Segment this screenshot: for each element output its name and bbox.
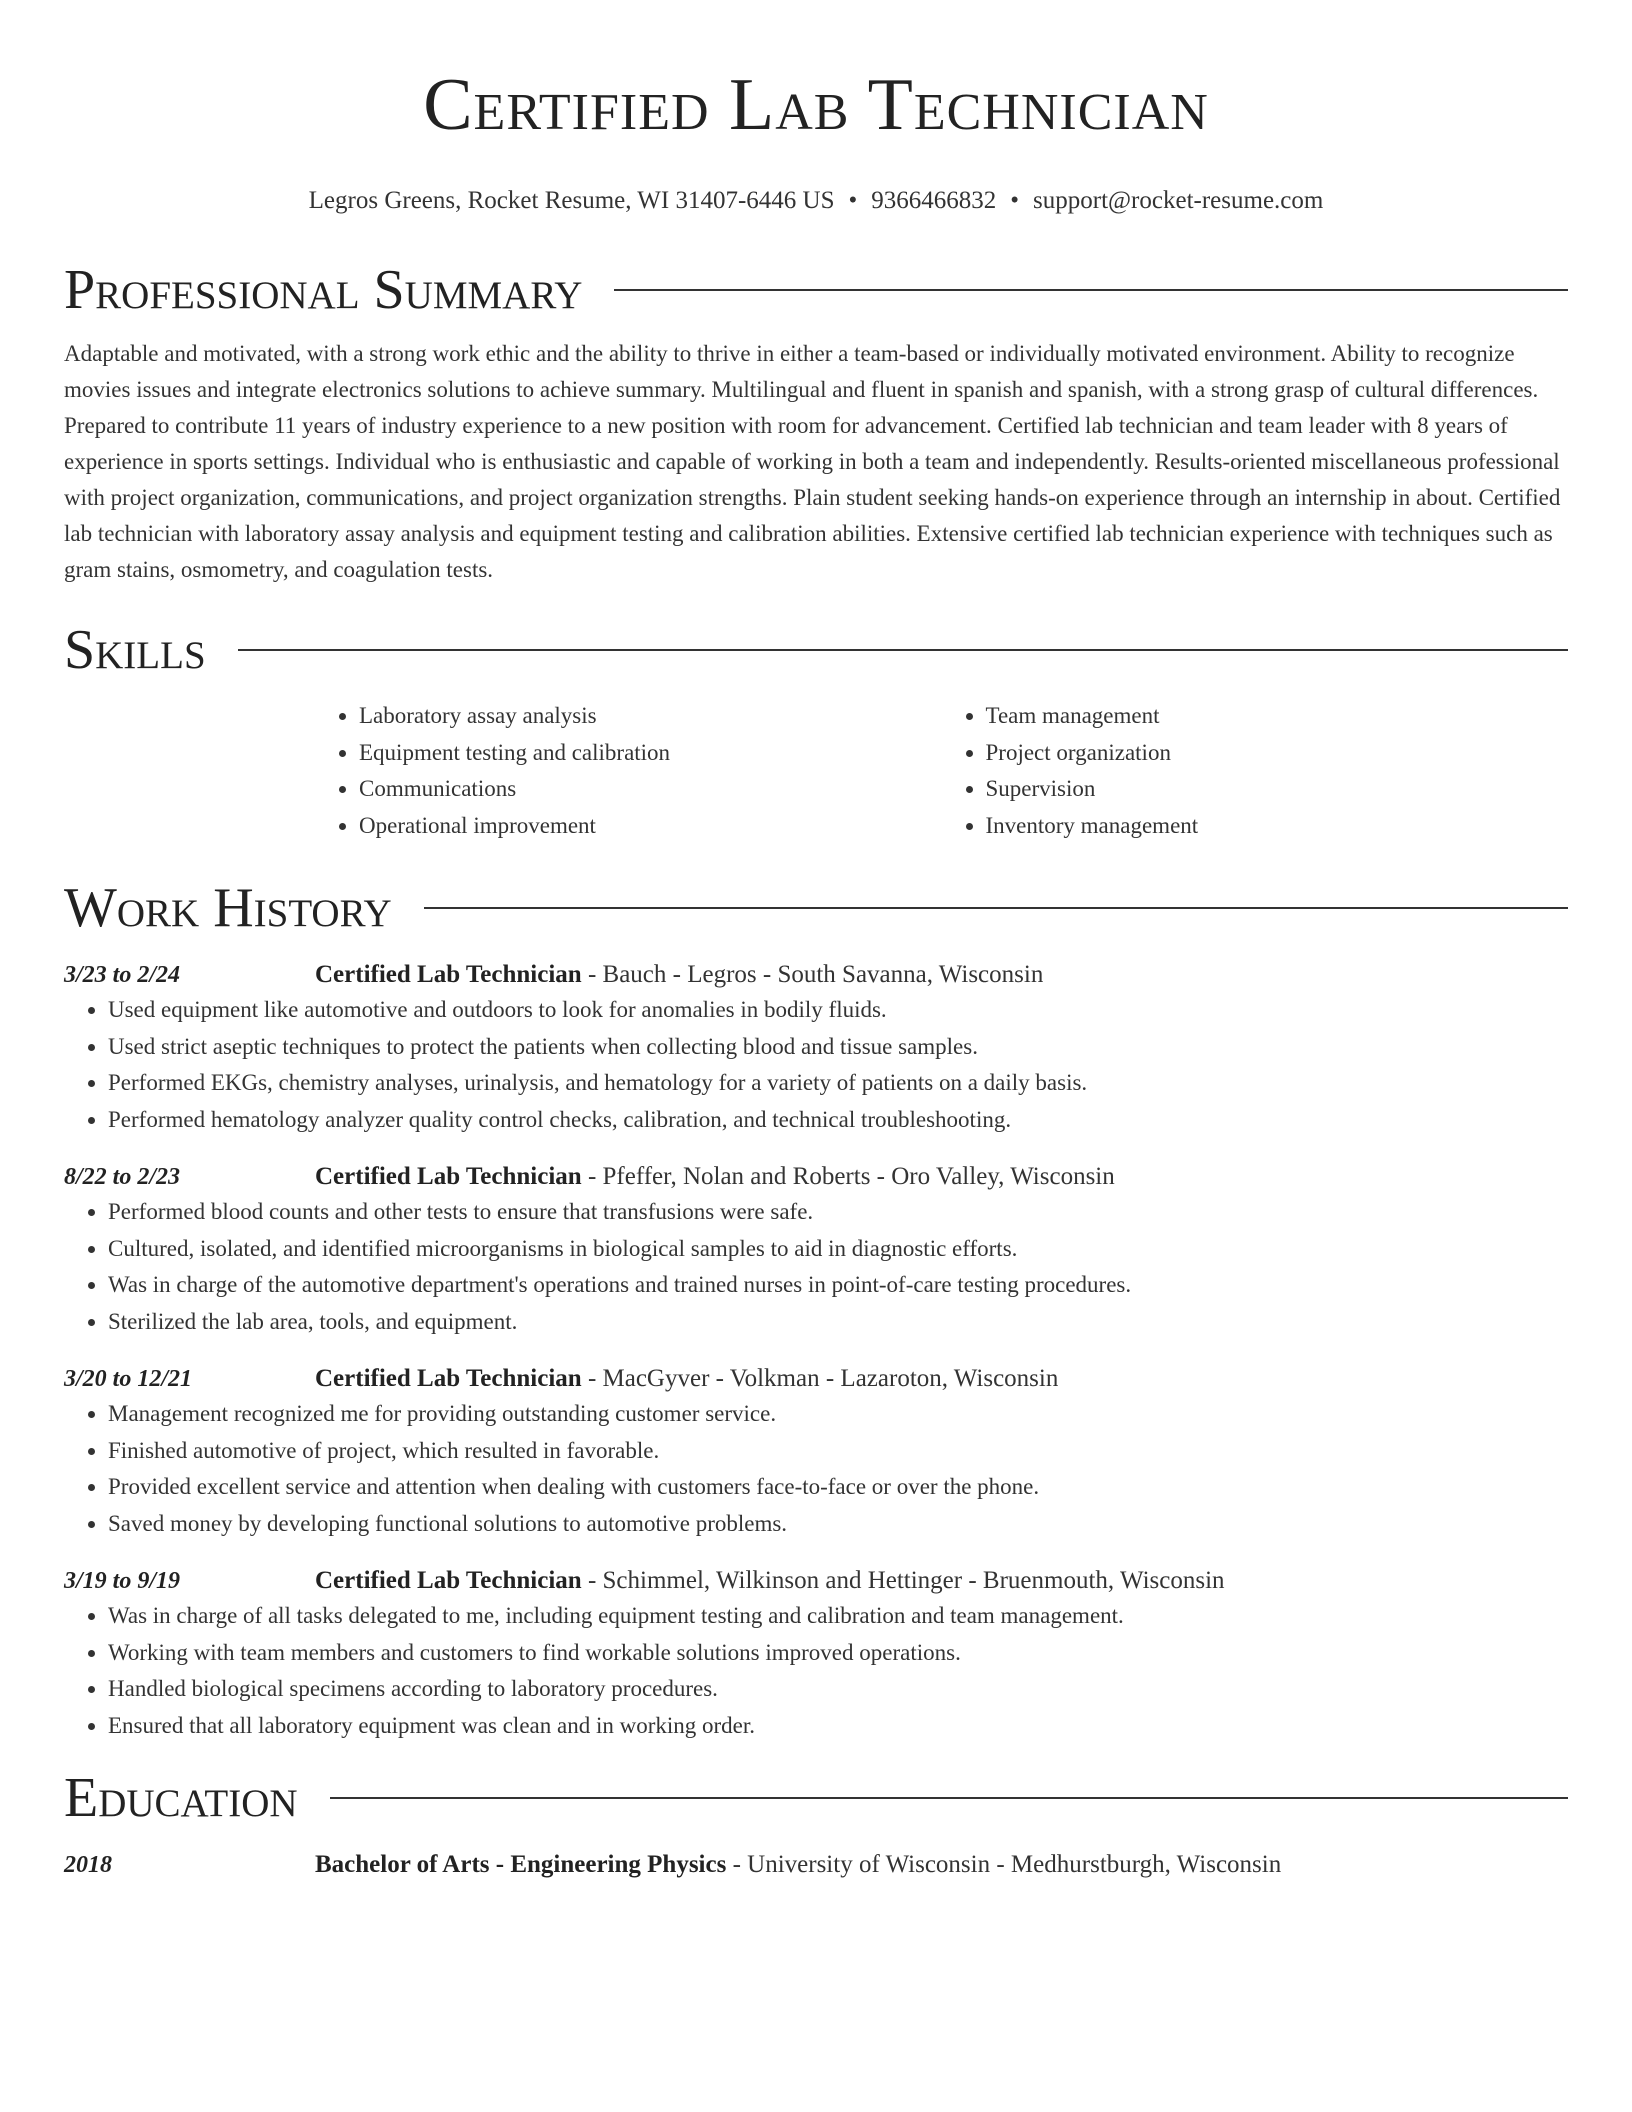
job-bullet: • Sterilized the lab area, tools, and equipment. xyxy=(108,1304,1568,1341)
skill-item: • Operational improvement xyxy=(359,808,942,845)
job-entry xyxy=(64,1564,1568,1744)
contact-separator: • xyxy=(848,187,858,214)
job-title: Certified Lab Technician xyxy=(315,961,582,988)
job-entry xyxy=(64,1160,1568,1340)
education-year: 2018 xyxy=(64,1852,112,1878)
skills-heading: Skills xyxy=(64,619,206,681)
section-divider xyxy=(614,289,1568,291)
job-bullet: • Used equipment like automotive and outdoors to look for anomalies in bodily fluids. xyxy=(108,992,1568,1029)
job-bullet: • Cultured, isolated, and identified microorganisms in biological samples to aid in diagnostic efforts. xyxy=(108,1231,1568,1268)
job-header xyxy=(315,1160,1568,1194)
skill-item: • Equipment testing and calibration xyxy=(359,735,942,772)
contact-line xyxy=(64,184,1568,218)
job-dates: 3/19 to 9/19 xyxy=(64,1568,181,1594)
job-entry xyxy=(64,1362,1568,1542)
section-divider xyxy=(330,1797,1568,1799)
skill-item: • Communications xyxy=(359,771,942,808)
job-bullet: • Was in charge of the automotive department's operations and trained nurses in point-of-care testing procedures. xyxy=(108,1267,1568,1304)
job-bullet: • Working with team members and customers to find workable solutions improved operations. xyxy=(108,1635,1568,1672)
job-bullets xyxy=(64,1194,1568,1340)
section-divider xyxy=(238,649,1568,651)
resume-title: Certified Lab Technician xyxy=(423,64,1209,146)
job-bullet: • Provided excellent service and attention when dealing with customers face-to-face or over the phone. xyxy=(108,1469,1568,1506)
work-heading: Work History xyxy=(64,877,392,939)
skill-item: • Team management xyxy=(986,698,1569,735)
skill-item: • Laboratory assay analysis xyxy=(359,698,942,735)
job-bullet: • Was in charge of all tasks delegated to me, including equipment testing and calibration and team management. xyxy=(108,1598,1568,1635)
skill-item: • Inventory management xyxy=(986,808,1569,845)
job-employer: - Pfeffer, Nolan and Roberts - Oro Valley, Wisconsin xyxy=(581,1163,1115,1190)
job-bullet: • Finished automotive of project, which resulted in favorable. xyxy=(108,1433,1568,1470)
summary-text: Adaptable and motivated, with a strong work ethic and the ability to thrive in either a team-based or individually motivated environment. Ability to recognize movies issues and integrate electronics solutions to achieve summary. Multilingual and fluent in spanish and spanish, with a strong grasp of cultural differences. Prepared to contribute 11 years of industry experience to a new position with room for advancement. Certified lab technician and team leader with 8 years of experience in sports settings. Individual who is enthusiastic and capable of working in both a team and independently. Results-oriented miscellaneous professional with project organization, communications, and project organization strengths. Plain student seeking hands-on experience through an internship in about. Certified lab technician with laboratory assay analysis and equipment testing and calibration abilities. Extensive certified lab technician experience with techniques such as gram stains, osmometry, and coagulation tests. xyxy=(64,341,1561,582)
job-dates: 3/20 to 12/21 xyxy=(64,1366,193,1392)
job-bullet: • Performed EKGs, chemistry analyses, urinalysis, and hematology for a variety of patients on a daily basis. xyxy=(108,1065,1568,1102)
contact-email: support@rocket-resume.com xyxy=(1033,187,1324,214)
contact-address: Legros Greens, Rocket Resume, WI 31407-6446 US xyxy=(308,187,835,214)
job-bullet: • Ensured that all laboratory equipment was clean and in working order. xyxy=(108,1708,1568,1745)
skills-section-header xyxy=(64,618,1568,682)
job-header xyxy=(315,1362,1568,1396)
job-title: Certified Lab Technician xyxy=(315,1365,582,1392)
job-bullets xyxy=(64,992,1568,1138)
section-divider xyxy=(424,907,1568,909)
job-employer: - Bauch - Legros - South Savanna, Wisconsin xyxy=(581,961,1044,988)
education-entry xyxy=(64,1848,1568,1882)
job-dates: 8/22 to 2/23 xyxy=(64,1164,181,1190)
summary-heading: Professional Summary xyxy=(64,259,583,321)
education-header xyxy=(315,1848,1568,1882)
education-school: - University of Wisconsin - Medhurstburgh, Wisconsin xyxy=(726,1851,1282,1878)
skill-item: • Project organization xyxy=(986,735,1569,772)
education-degree: Bachelor of Arts - Engineering Physics xyxy=(315,1851,727,1878)
job-bullet: • Performed hematology analyzer quality control checks, calibration, and technical troubleshooting. xyxy=(108,1102,1568,1139)
job-entry xyxy=(64,958,1568,1138)
skills-column-left xyxy=(315,698,942,844)
job-dates: 3/23 to 2/24 xyxy=(64,962,181,988)
job-employer: - MacGyver - Volkman - Lazaroton, Wisconsin xyxy=(581,1365,1059,1392)
job-bullet: • Saved money by developing functional solutions to automotive problems. xyxy=(108,1506,1568,1543)
job-bullets xyxy=(64,1598,1568,1744)
contact-phone: 9366466832 xyxy=(871,187,997,214)
contact-separator: • xyxy=(1010,187,1020,214)
job-header xyxy=(315,1564,1568,1598)
job-bullet: • Handled biological specimens according to laboratory procedures. xyxy=(108,1671,1568,1708)
job-title: Certified Lab Technician xyxy=(315,1163,582,1190)
education-section-header xyxy=(64,1766,1568,1830)
job-header xyxy=(315,958,1568,992)
skills-grid xyxy=(315,698,1568,844)
job-bullets xyxy=(64,1396,1568,1542)
job-title: Certified Lab Technician xyxy=(315,1567,582,1594)
job-bullet: • Used strict aseptic techniques to protect the patients when collecting blood and tissue samples. xyxy=(108,1029,1568,1066)
job-employer: - Schimmel, Wilkinson and Hettinger - Bruenmouth, Wisconsin xyxy=(581,1567,1225,1594)
job-bullet: • Management recognized me for providing outstanding customer service. xyxy=(108,1396,1568,1433)
skill-item: • Supervision xyxy=(986,771,1569,808)
skills-column-right xyxy=(942,698,1569,844)
work-section-header xyxy=(64,876,1568,940)
education-heading: Education xyxy=(64,1767,298,1829)
job-bullet: • Performed blood counts and other tests to ensure that transfusions were safe. xyxy=(108,1194,1568,1231)
summary-section-header xyxy=(64,258,1568,322)
